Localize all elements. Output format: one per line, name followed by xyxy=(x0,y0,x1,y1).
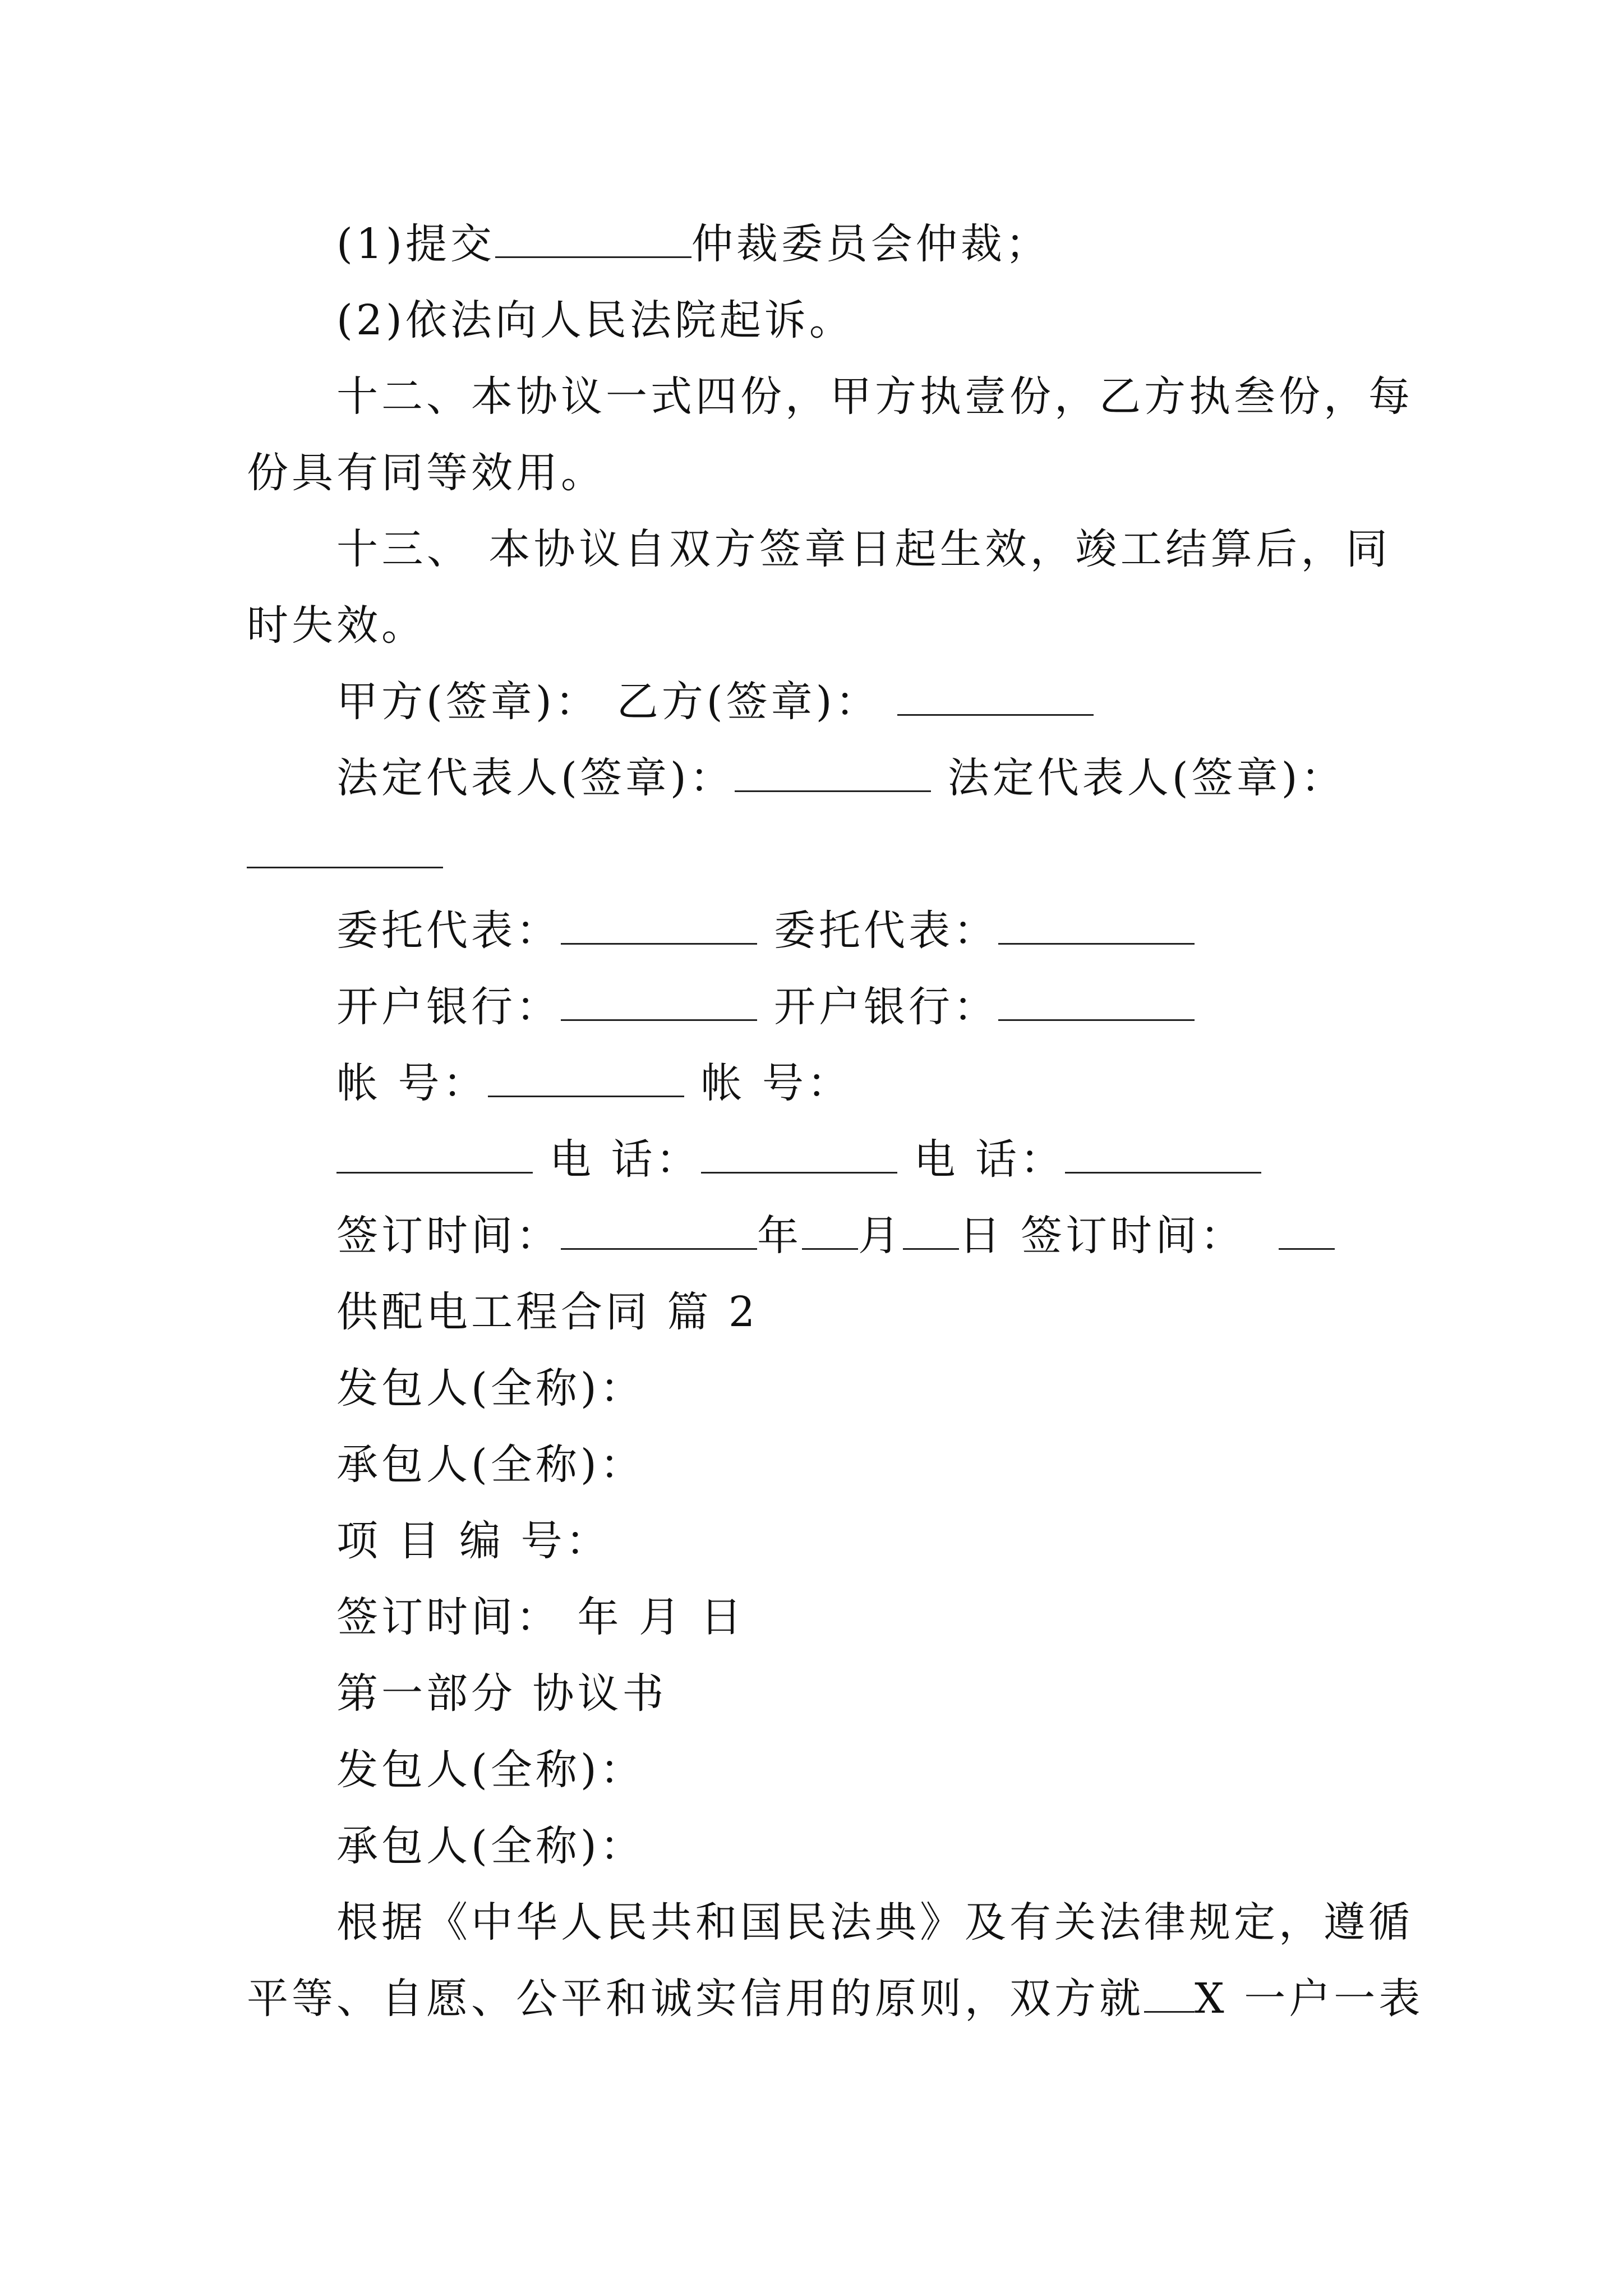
text-fragment: 甲方(签章)： xyxy=(336,678,600,726)
text-fragment: 第一部分 协议书 xyxy=(336,1669,667,1718)
blank-field xyxy=(998,907,1195,945)
text-fragment: 乙方(签章)： xyxy=(616,678,880,726)
blank-field xyxy=(561,907,757,945)
text-fragment: 月 xyxy=(858,1212,903,1260)
blank-field xyxy=(802,1212,858,1250)
legal-representative-blank-line xyxy=(247,823,1391,885)
phone-line xyxy=(336,1129,1481,1190)
text-fragment: 十三、 本协议自双方签章日起生效，竣工结算后，同 xyxy=(336,525,1391,573)
text-fragment: (2)依法向人民法院起诉。 xyxy=(336,296,854,344)
sign-date-line-2 xyxy=(336,1586,1481,1648)
blank-field xyxy=(247,831,443,868)
text-fragment: 发包人(全称)： xyxy=(336,1364,645,1412)
text-fragment: X 一户一表 xyxy=(1195,1975,1424,2023)
blank-field xyxy=(561,983,757,1021)
blank-field xyxy=(1065,1136,1261,1174)
blank-field xyxy=(1144,1975,1195,2013)
blank-field xyxy=(1279,1212,1335,1250)
blank-field xyxy=(495,220,691,258)
text-fragment: 签订时间： xyxy=(1021,1212,1245,1260)
text-fragment: 帐 号： xyxy=(700,1059,852,1107)
text-fragment: 电 话： xyxy=(550,1135,701,1184)
blank-field xyxy=(903,1212,959,1250)
text-fragment: 开户银行： xyxy=(774,983,998,1031)
text-fragment: (1)提交 xyxy=(336,220,495,268)
part-one-heading xyxy=(336,1663,1481,1724)
text-fragment: 发包人(全称)： xyxy=(336,1746,645,1794)
text-fragment: 承包人(全称)： xyxy=(336,1822,645,1870)
blank-field xyxy=(561,1212,757,1250)
signature-party-line xyxy=(336,671,1481,733)
text-fragment: 日 xyxy=(959,1212,1004,1260)
text-fragment: 委托代表： xyxy=(336,907,561,955)
clause-12-line-2 xyxy=(247,442,1391,504)
text-fragment: 法定代表人(签章)： xyxy=(947,754,1346,802)
project-number-line xyxy=(336,1510,1481,1572)
clause-lawsuit-line xyxy=(336,289,1481,351)
text-fragment: 年 xyxy=(757,1212,802,1260)
text-fragment: 仲裁委员会仲裁； xyxy=(691,220,1050,268)
blank-field xyxy=(735,754,931,792)
clause-13-line-2 xyxy=(247,595,1391,656)
clause-13-line-1 xyxy=(336,518,1391,580)
text-fragment: 份具有同等效用。 xyxy=(247,449,606,497)
bank-line xyxy=(336,976,1481,1038)
text-fragment: 根据《中华人民共和国民法典》及有关法律规定，遵循 xyxy=(336,1898,1413,1947)
legal-representative-line xyxy=(336,747,1481,809)
blank-field xyxy=(701,1136,897,1174)
agreement-paragraph-line-2 xyxy=(247,1968,1424,2030)
text-fragment: 供配电工程合同 篇 2 xyxy=(336,1288,759,1336)
account-line xyxy=(336,1052,1481,1114)
text-fragment: 帐 号： xyxy=(336,1059,488,1107)
blank-field xyxy=(488,1060,684,1097)
clause-12-line-1 xyxy=(336,366,1413,427)
contractor-name-line xyxy=(336,1434,1481,1496)
sign-date-line xyxy=(336,1205,1481,1267)
text-fragment: 签订时间： 年 月 日 xyxy=(336,1593,745,1641)
employer-name-line-2 xyxy=(336,1739,1481,1801)
blank-field xyxy=(897,678,1094,716)
agreement-paragraph-line-1 xyxy=(336,1892,1413,1953)
text-fragment: 承包人(全称)： xyxy=(336,1441,645,1489)
text-fragment: 时失效。 xyxy=(247,601,426,650)
clause-arbitration-line xyxy=(336,213,1481,275)
blank-field xyxy=(336,1136,533,1174)
text-fragment: 委托代表： xyxy=(774,907,998,955)
text-fragment: 电 话： xyxy=(914,1135,1066,1184)
delegate-line xyxy=(336,900,1481,961)
text-fragment: 项 目 编 号： xyxy=(336,1517,611,1565)
section-heading xyxy=(336,1281,1481,1343)
employer-name-line xyxy=(336,1358,1481,1419)
blank-field xyxy=(998,983,1195,1021)
text-fragment: 开户银行： xyxy=(336,983,561,1031)
contractor-name-line-2 xyxy=(336,1815,1481,1877)
text-fragment: 十二、本协议一式四份，甲方执壹份，乙方执叁份，每 xyxy=(336,372,1413,421)
text-fragment: 法定代表人(签章)： xyxy=(336,754,735,802)
text-fragment: 平等、自愿、公平和诚实信用的原则，双方就 xyxy=(247,1975,1144,2023)
text-fragment: 签订时间： xyxy=(336,1212,561,1260)
